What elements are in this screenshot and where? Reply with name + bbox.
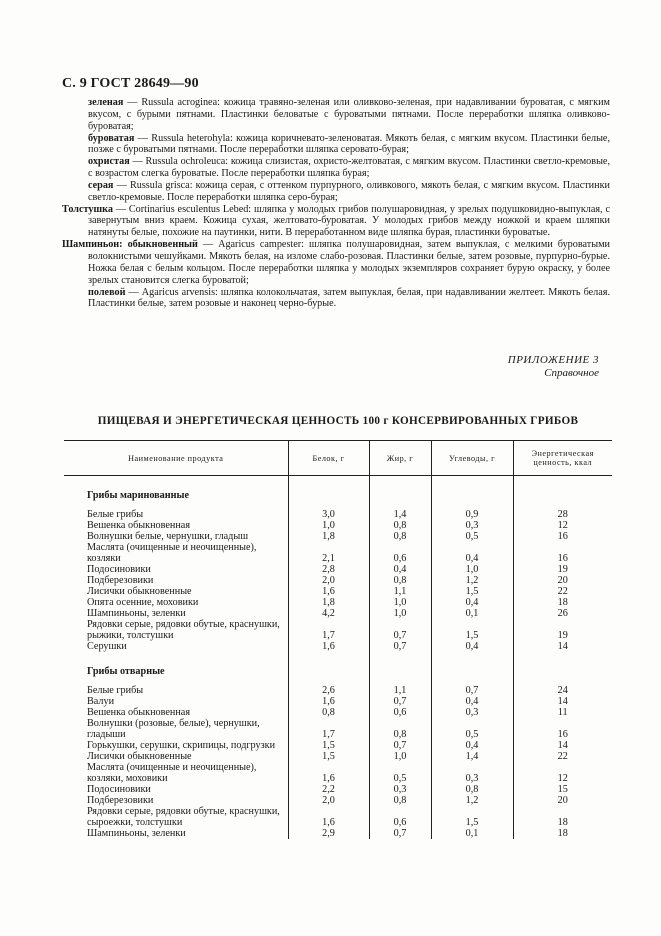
protein-value: 1,6 [288, 641, 369, 652]
appendix-title: ПРИЛОЖЕНИЕ 3 [507, 354, 599, 366]
carbs-value: 0,8 [431, 784, 513, 795]
table-cell-empty [288, 652, 369, 685]
product-name: Шампиньоны, зеленки [87, 608, 186, 619]
protein-value: 1,7 [288, 619, 369, 641]
protein-value: 1,6 [288, 762, 369, 784]
carbs-value: 1,2 [431, 795, 513, 806]
energy-value: 14 [513, 696, 612, 707]
carbs-value: 0,9 [431, 509, 513, 520]
glossary-definition: — Russula ochroleuca: кожица слизистая, охристо-желтоватая, с мягким вкусом. Пластинки светло-кремовые, с возрастом слегка буроватые. После переработки шляпка бурая; [88, 156, 610, 180]
product-name: Вешенка обыкновенная [87, 520, 190, 531]
glossary-entry [62, 180, 610, 204]
energy-value: 19 [513, 619, 612, 641]
carbs-value: 0,4 [431, 597, 513, 608]
energy-value: 19 [513, 564, 612, 575]
product-name: Лисички обыкновенные [87, 586, 192, 597]
carbs-value: 0,3 [431, 520, 513, 531]
glossary-term: серая [88, 179, 114, 191]
glossary-definition: — Agaricus campester: шляпка полушаровидная, затем выпуклая, с мелкими буроватыми волокнистыми чешуйками. Мякоть белая, на изломе слабо-розовая. Пластинки белые, затем розовые, пурпурно-бурые. Ножка белая с белым кольцом. После переработки шляпка у молодых экземпляров сохраняет бурую окраску, у более зрелых становится слегка буроватой; [88, 239, 610, 286]
table-row [64, 806, 612, 828]
product-name: Белые грибы [87, 509, 144, 520]
glossary-term: Шампиньон: обыкновенный [62, 239, 198, 251]
protein-value: 2,8 [288, 564, 369, 575]
nutrition-table-container [64, 440, 612, 839]
table-row [64, 531, 612, 542]
energy-value: 20 [513, 575, 612, 586]
table-cell-empty [431, 652, 513, 685]
product-name: Белые грибы [87, 685, 144, 696]
product-name: Маслята (очищенные и неочищенные), козляки [87, 542, 257, 564]
appendix-label [508, 354, 599, 380]
energy-value: 20 [513, 795, 612, 806]
product-name: Опята осенние, моховики [87, 597, 199, 608]
protein-value: 1,6 [288, 696, 369, 707]
glossary-entry [62, 204, 610, 240]
product-name: Серушки [87, 641, 127, 652]
energy-value: 12 [513, 762, 612, 784]
carbs-value: 0,4 [431, 696, 513, 707]
glossary-definition: — Cortinarius esculentus Lebed: шляпка у молодых грибов полушаровидная, у зрелых подушковидно-выпуклая, с завернутым вниз краем. Кожица сухая, желтовато-буроватая. У молодых грибов между ножкой и краем шляпки натянуты белые, похожие на паутинки, нити. В переработанном виде шляпка бурая, пластинки буроватые. [88, 203, 610, 239]
product-name: Подберезовики [87, 795, 154, 806]
page-header: С. 9 ГОСТ 28649—90 [62, 76, 199, 91]
table-row [64, 707, 612, 718]
energy-value: 24 [513, 685, 612, 696]
energy-value: 12 [513, 520, 612, 531]
energy-value: 16 [513, 531, 612, 542]
fat-value: 0,7 [369, 740, 431, 751]
carbs-value: 0,5 [431, 718, 513, 740]
carbs-value: 0,4 [431, 542, 513, 564]
header-fat: Жир, г [369, 441, 431, 476]
table-row [64, 751, 612, 762]
energy-value: 11 [513, 707, 612, 718]
energy-value: 22 [513, 751, 612, 762]
table-row [64, 762, 612, 784]
glossary-entry [62, 239, 610, 286]
carbs-value: 1,4 [431, 751, 513, 762]
table-row [64, 619, 612, 641]
table-row [64, 520, 612, 531]
table-row [64, 542, 612, 564]
nutrition-table [64, 440, 612, 839]
fat-value: 0,6 [369, 806, 431, 828]
glossary-definition: — Russula grisca: кожица серая, с оттенком пурпурного, оливкового, мякоть белая, с мягким вкусом. Пластинки светло-кремовые. После переработки шляпка серо-бурая; [88, 179, 610, 203]
protein-value: 2,0 [288, 575, 369, 586]
product-name: Волнушки белые, чернушки, гладыш [87, 531, 249, 542]
carbs-value: 0,3 [431, 762, 513, 784]
protein-value: 1,5 [288, 740, 369, 751]
fat-value: 0,8 [369, 531, 431, 542]
energy-value: 26 [513, 608, 612, 619]
carbs-value: 0,4 [431, 740, 513, 751]
protein-value: 1,8 [288, 531, 369, 542]
table-section-row [64, 476, 612, 510]
product-name: Валуи [87, 696, 115, 707]
glossary-definition: — Russula acroginea: кожица травяно-зеленая или оливково-зеленая, при надавливании буроватая, с мягким вкусом, с бурыми пятнами. Пластинки беловатые с буроватыми пятнами. После переработки шляпка оливково-буроватая; [88, 97, 610, 132]
table-row [64, 509, 612, 520]
product-name: Вешенка обыкновенная [87, 707, 190, 718]
fat-value: 0,7 [369, 828, 431, 839]
fat-value: 0,6 [369, 542, 431, 564]
table-section-row [64, 652, 612, 685]
carbs-value: 1,0 [431, 564, 513, 575]
table-row [64, 575, 612, 586]
table-row [64, 608, 612, 619]
header-protein: Белок, г [288, 441, 369, 476]
table-row [64, 795, 612, 806]
protein-value: 1,6 [288, 586, 369, 597]
carbs-value: 1,5 [431, 586, 513, 597]
product-name: Лисички обыкновенные [87, 751, 192, 762]
carbs-value: 0,7 [431, 685, 513, 696]
energy-value: 14 [513, 740, 612, 751]
protein-value: 1,8 [288, 597, 369, 608]
fat-value: 0,6 [369, 707, 431, 718]
table-row [64, 718, 612, 740]
protein-value: 1,7 [288, 718, 369, 740]
product-name: Волнушки (розовые, белые), чернушки, гладыши [87, 718, 260, 740]
fat-value: 1,1 [369, 586, 431, 597]
product-name: Горькушки, серушки, скрипицы, подгрузки [87, 740, 276, 751]
table-cell-empty [431, 476, 513, 510]
glossary-definition: — Russula heterohyla: кожица коричневато-зеленоватая. Мякоть белая, с мягким вкусом. Пластинки белые, позже с буроватыми пятнами. После переработки шляпка серовато-бурая; [88, 132, 610, 156]
energy-value: 22 [513, 586, 612, 597]
glossary-entry [62, 287, 610, 311]
table-row [64, 597, 612, 608]
energy-value: 16 [513, 542, 612, 564]
product-name: Подосиновики [87, 564, 151, 575]
energy-value: 16 [513, 718, 612, 740]
energy-value: 14 [513, 641, 612, 652]
carbs-value: 1,2 [431, 575, 513, 586]
fat-value: 0,8 [369, 575, 431, 586]
table-row [64, 586, 612, 597]
glossary [62, 97, 610, 310]
product-name: Подберезовики [87, 575, 154, 586]
header-energy: Энергетическая ценность, ккал [513, 441, 612, 476]
glossary-term: охристая [88, 156, 130, 168]
table-row [64, 685, 612, 696]
protein-value: 3,0 [288, 509, 369, 520]
fat-value: 0,5 [369, 762, 431, 784]
energy-value: 18 [513, 828, 612, 839]
protein-value: 2,1 [288, 542, 369, 564]
carbs-value: 0,5 [431, 531, 513, 542]
glossary-entry [62, 156, 610, 180]
fat-value: 1,1 [369, 685, 431, 696]
fat-value: 0,7 [369, 696, 431, 707]
table-row [64, 828, 612, 839]
glossary-entry [62, 133, 610, 157]
carbs-value: 0,4 [431, 641, 513, 652]
glossary-term: буроватая [88, 132, 135, 144]
protein-value: 0,8 [288, 707, 369, 718]
fat-value: 0,8 [369, 520, 431, 531]
table-cell-empty [288, 476, 369, 510]
table-row [64, 641, 612, 652]
fat-value: 0,7 [369, 619, 431, 641]
protein-value: 1,6 [288, 806, 369, 828]
carbs-value: 0,1 [431, 828, 513, 839]
product-name: Маслята (очищенные и неочищенные), козляки, моховики [87, 762, 257, 784]
table-cell-empty [369, 476, 431, 510]
fat-value: 0,8 [369, 795, 431, 806]
carbs-value: 0,1 [431, 608, 513, 619]
header-carbs: Углеводы, г [431, 441, 513, 476]
table-row [64, 696, 612, 707]
header-product: Наименование продукта [64, 441, 288, 476]
fat-value: 0,8 [369, 718, 431, 740]
product-name: Рядовки серые, рядовки обутые, краснушки, сыроежки, толстушки [87, 806, 280, 828]
fat-value: 1,4 [369, 509, 431, 520]
glossary-term: зеленая [88, 97, 124, 108]
protein-value: 2,6 [288, 685, 369, 696]
protein-value: 1,0 [288, 520, 369, 531]
table-title: ПИЩЕВАЯ И ЭНЕРГЕТИЧЕСКАЯ ЦЕННОСТЬ 100 г КОНСЕРВИРОВАННЫХ ГРИБОВ [97, 415, 579, 427]
protein-value: 2,2 [288, 784, 369, 795]
table-header-row [64, 441, 612, 476]
appendix-subtitle: Справочное [544, 367, 599, 379]
glossary-term: Толстушка [62, 203, 113, 215]
table-cell-empty [369, 652, 431, 685]
fat-value: 0,7 [369, 641, 431, 652]
protein-value: 1,5 [288, 751, 369, 762]
table-body [64, 476, 612, 840]
fat-value: 1,0 [369, 597, 431, 608]
fat-value: 0,3 [369, 784, 431, 795]
product-name: Подосиновики [87, 784, 151, 795]
table-row [64, 564, 612, 575]
energy-value: 18 [513, 597, 612, 608]
energy-value: 28 [513, 509, 612, 520]
carbs-value: 1,5 [431, 619, 513, 641]
glossary-entry [62, 97, 610, 133]
fat-value: 0,4 [369, 564, 431, 575]
glossary-term: полевой [88, 286, 126, 298]
section-title: Грибы отварные [87, 666, 165, 677]
protein-value: 2,0 [288, 795, 369, 806]
energy-value: 15 [513, 784, 612, 795]
fat-value: 1,0 [369, 608, 431, 619]
carbs-value: 1,5 [431, 806, 513, 828]
fat-value: 1,0 [369, 751, 431, 762]
section-title: Грибы маринованные [87, 490, 189, 501]
table-cell-empty [513, 652, 612, 685]
energy-value: 18 [513, 806, 612, 828]
table-row [64, 740, 612, 751]
glossary-definition: — Agaricus arvensis: шляпка колокольчатая, затем выпуклая, белая, при надавливании желтеет. Мякоть белая. Пластинки белые, затем розовые и наконец черно-бурые. [88, 286, 610, 310]
carbs-value: 0,3 [431, 707, 513, 718]
table-cell-empty [513, 476, 612, 510]
protein-value: 4,2 [288, 608, 369, 619]
table-row [64, 784, 612, 795]
product-name: Шампиньоны, зеленки [87, 828, 186, 839]
protein-value: 2,9 [288, 828, 369, 839]
product-name: Рядовки серые, рядовки обутые, краснушки, рыжики, толстушки [87, 619, 280, 641]
